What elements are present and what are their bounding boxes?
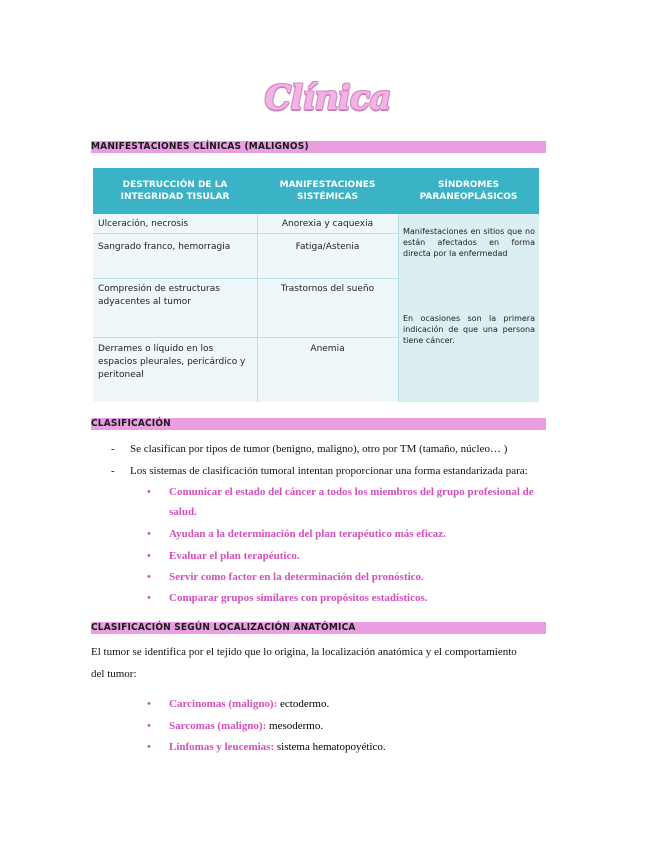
- bullet-label: Sarcomas (maligno):: [169, 720, 267, 732]
- table-divider: [398, 214, 399, 402]
- bullet-text: Comparar grupos similares con propósitos estadísticos.: [169, 592, 428, 604]
- manifestaciones-table: [93, 168, 539, 402]
- table-cell: Trastornos del sueño: [280, 284, 375, 294]
- bullet-label: Linfomas y leucemias:: [169, 741, 275, 753]
- table-header-sistemicas: MANIFESTACIONES SISTÉMICAS: [257, 168, 398, 214]
- list-item-text: Se clasifican por tipos de tumor (benigno, maligno), otro por TM (tamaño, núcleo… ): [130, 443, 508, 455]
- table-cell: Derrames o líquido en los espacios pleurales, pericárdico y peritoneal: [98, 344, 246, 380]
- table-row-divider: [93, 233, 398, 234]
- section-heading-manifestaciones: MANIFESTACIONES CLÍNICAS (MALIGNOS): [91, 141, 309, 152]
- bullet-text: mesodermo.: [266, 720, 324, 732]
- table-cell: Sangrado franco, hemorragia: [98, 242, 231, 252]
- section-heading-clasificacion: CLASIFICACIÓN: [91, 418, 171, 429]
- list-item-text: Los sistemas de clasificación tumoral intentan proporcionar una forma estandarizada para:: [130, 465, 528, 477]
- table-header-destruccion: DESTRUCCIÓN DE LA INTEGRIDAD TISULAR: [93, 168, 257, 214]
- bullet-text: ectodermo.: [277, 698, 330, 710]
- table-cell: Ulceración, necrosis: [98, 219, 189, 229]
- table-row-divider: [93, 337, 398, 338]
- bullet-text: Comunicar el estado del cáncer a todos los miembros del grupo profesional de: [169, 486, 534, 498]
- table-cell-paraneoplasicos-1: Manifestaciones en sitios que no están afectados en forma directa por la enfermedad: [403, 227, 535, 258]
- table-cell: Anorexia y caquexia: [281, 219, 374, 229]
- table-header-paraneoplasicos: SÍNDROMES PARANEOPLÁSICOS: [398, 168, 539, 214]
- bullet-text: salud.: [169, 506, 197, 518]
- bullet-label: Carcinomas (maligno):: [169, 698, 278, 710]
- table-cell: Fatiga/Astenia: [295, 242, 360, 252]
- paragraph-line: El tumor se identifica por el tejido que lo origina, la localización anatómica y el comportamiento: [91, 646, 517, 658]
- bullet-text: Ayudan a la determinación del plan terapéutico más eficaz.: [169, 528, 446, 540]
- table-row-divider: [93, 278, 398, 279]
- table-cell: Anemia: [310, 344, 345, 354]
- bullet-text: sistema hematopoyético.: [274, 741, 386, 753]
- bullet-text: Servir como factor en la determinación del pronóstico.: [169, 571, 424, 583]
- bullet-text: Evaluar el plan terapéutico.: [169, 550, 300, 562]
- section-heading-localizacion: CLASIFICACIÓN SEGÚN LOCALIZACIÓN ANATÓMICA: [91, 622, 356, 633]
- table-cell-paraneoplasicos-2: En ocasiones son la primera indicación de que una persona tiene cáncer.: [403, 314, 535, 345]
- paragraph-line: del tumor:: [91, 668, 137, 680]
- table-cell: Compresión de estructuras adyacentes al tumor: [98, 284, 220, 307]
- page-title: Clínica: [264, 78, 391, 118]
